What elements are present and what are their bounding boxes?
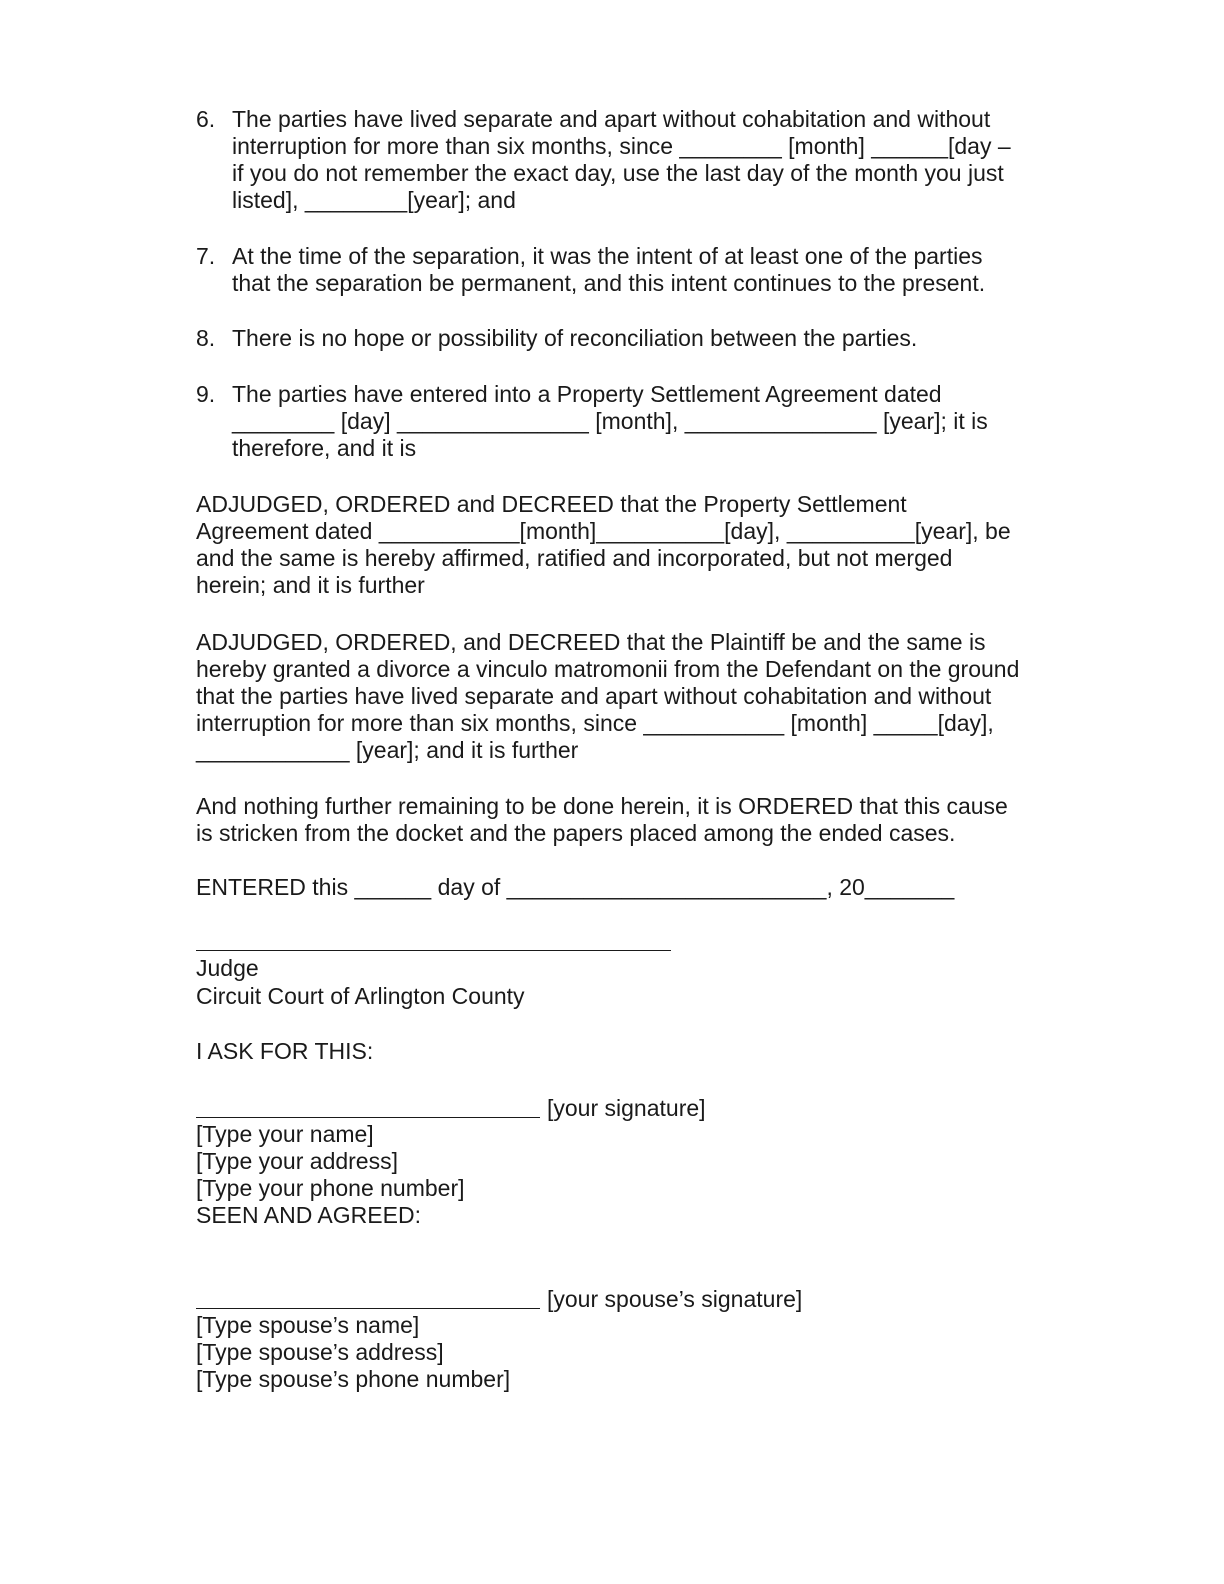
item-9-line-1: The parties have entered into a Property Settlement Agreement dated [232,381,942,407]
decree-paragraph-1-line-4: herein; and it is further [196,572,425,598]
plaintiff-signature-line [196,1117,540,1118]
decree-paragraph-2-line-4: interruption for more than six months, since ___________ [month] _____[day], [196,710,994,736]
spouse-signature-label: [your spouse’s signature] [547,1286,803,1312]
entered-date-line: ENTERED this ______ day of _________________________, 20_______ [196,874,955,900]
decree-paragraph-1-line-1: ADJUDGED, ORDERED and DECREED that the Property Settlement [196,491,907,517]
item-7-number: 7. [196,243,216,269]
item-7-line-1: At the time of the separation, it was the intent of at least one of the parties [232,243,983,269]
spouse-address: [Type spouse’s address] [196,1339,444,1365]
decree-paragraph-2-line-1: ADJUDGED, ORDERED, and DECREED that the Plaintiff be and the same is [196,629,986,655]
plaintiff-phone: [Type your phone number] [196,1175,465,1201]
item-6-line-1: The parties have lived separate and apart without cohabitation and without [232,106,991,132]
item-6-number: 6. [196,106,216,132]
item-9-line-3: therefore, and it is [232,435,417,461]
court-name: Circuit Court of Arlington County [196,983,525,1009]
plaintiff-signature-label: [your signature] [547,1095,706,1121]
closing-paragraph-line-2: is stricken from the docket and the papers placed among the ended cases. [196,820,956,846]
decree-paragraph-2-line-3: that the parties have lived separate and apart without cohabitation and without [196,683,992,709]
item-8-number: 8. [196,325,216,351]
item-6-line-4: listed], ________[year]; and [232,187,516,213]
item-6-line-2: interruption for more than six months, since ________ [month] ______[day – [232,133,1011,159]
closing-paragraph-line-1: And nothing further remaining to be done herein, it is ORDERED that this cause [196,793,1008,819]
spouse-name: [Type spouse’s name] [196,1312,420,1338]
ask-for-this-label: I ASK FOR THIS: [196,1038,374,1064]
judge-title: Judge [196,955,259,981]
item-9-line-2: ________ [day] _______________ [month], _______________ [year]; it is [232,408,988,434]
item-8-line-1: There is no hope or possibility of reconciliation between the parties. [232,325,918,351]
seen-and-agreed-label: SEEN AND AGREED: [196,1202,421,1228]
item-9-number: 9. [196,381,216,407]
decree-paragraph-2-line-5: ____________ [year]; and it is further [196,737,579,763]
plaintiff-name: [Type your name] [196,1121,374,1147]
decree-paragraph-1-line-3: and the same is hereby affirmed, ratified and incorporated, but not merged [196,545,953,571]
plaintiff-address: [Type your address] [196,1148,398,1174]
spouse-phone: [Type spouse’s phone number] [196,1366,511,1392]
decree-paragraph-1-line-2: Agreement dated ___________[month]__________[day], __________[year], be [196,518,1011,544]
judge-signature-line [196,950,671,951]
spouse-signature-line [196,1308,540,1309]
decree-paragraph-2-line-2: hereby granted a divorce a vinculo matromonii from the Defendant on the ground [196,656,1020,682]
item-6-line-3: if you do not remember the exact day, use the last day of the month you just [232,160,1004,186]
item-7-line-2: that the separation be permanent, and this intent continues to the present. [232,270,986,296]
